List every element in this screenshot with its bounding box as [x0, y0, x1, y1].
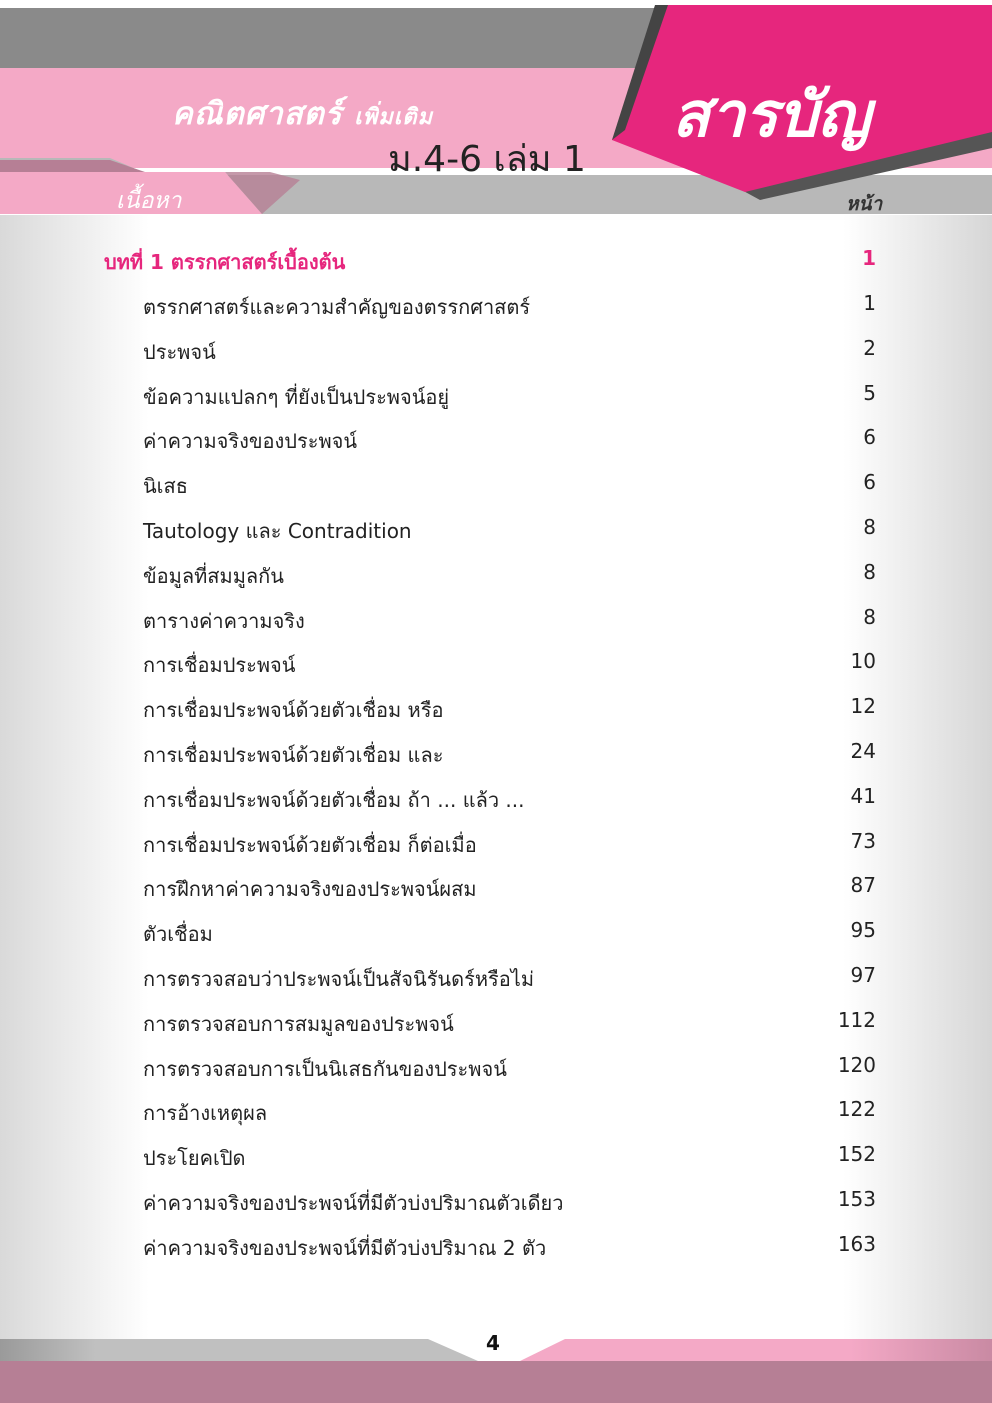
toc-entry-page: 97 — [850, 963, 876, 987]
toc-entry-title: การเชื่อมประพจน์ด้วยตัวเชื่อม และ — [143, 743, 444, 767]
toc-entry-title: นิเสธ — [143, 474, 188, 499]
toc-entry-title: การอ้างเหตุผล — [143, 1101, 268, 1126]
toc-entry-page: 120 — [837, 1052, 876, 1077]
toc-entry-page: 6 — [863, 470, 876, 495]
page-column-label: หน้า — [846, 193, 883, 215]
toc-entry-page: 153 — [837, 1187, 876, 1211]
toc-entry-page: 6 — [863, 425, 876, 450]
toc-entry-title: ค่าความจริงของประพจน์ที่มีตัวบ่งปริมาณ 2 ตัว — [143, 1235, 547, 1260]
toc-entry-page: 2 — [863, 335, 876, 360]
toc-entry-page: 12 — [850, 694, 876, 719]
toc-entry-title: การเชื่อมประพจน์ด้วยตัวเชื่อม ถ้า ... แล้ว ... — [143, 787, 525, 812]
toc-row[interactable] — [0, 1002, 992, 1042]
toc-entry-title: การฝึกหาค่าความจริงของประพจน์ผสม — [143, 877, 477, 902]
toc-entry-page: 152 — [837, 1142, 876, 1167]
toc-row[interactable] — [0, 1091, 992, 1131]
subject-suffix: เพิ่มเติม — [354, 105, 434, 130]
toc-entry-page: 8 — [863, 604, 876, 629]
toc-row[interactable] — [0, 643, 992, 683]
toc-entry-title: ข้อความแปลกๆ ที่ยังเป็นประพจน์อยู่ — [143, 384, 450, 409]
subject-name: คณิตศาสตร์ — [172, 96, 343, 132]
toc-entry-title: ประโยคเปิด — [143, 1146, 246, 1171]
toc-entry-page: 1 — [863, 291, 876, 315]
toc-row[interactable] — [0, 1181, 992, 1221]
toc-entry-title: ประพจน์ — [143, 339, 216, 364]
page-title: สารบัญ — [672, 78, 871, 151]
toc-row[interactable] — [0, 688, 992, 728]
chapter-title: บทที่ 1 ตรรกศาสตร์เบื้องต้น — [104, 250, 346, 274]
toc-entry-title: ตรรกศาสตร์และความสำคัญของตรรกศาสตร์ — [143, 295, 531, 319]
toc-row[interactable] — [0, 1226, 992, 1266]
toc-entry-page: 41 — [850, 783, 876, 808]
toc-row[interactable] — [0, 733, 992, 773]
toc-entry-title: การเชื่อมประพจน์ด้วยตัวเชื่อม ก็ต่อเมื่อ — [143, 832, 477, 857]
toc-entry-page: 87 — [850, 873, 876, 898]
toc-entry-title: ค่าความจริงของประพจน์ที่มีตัวบ่งปริมาณตัวเดียว — [143, 1191, 564, 1215]
toc-row[interactable] — [0, 867, 992, 907]
footer-banner — [0, 1330, 992, 1403]
toc-entry-title: Tautology และ Contradition — [143, 519, 412, 543]
toc-entry-title: ตัวเชื่อม — [143, 922, 213, 947]
toc-entry-page: 8 — [863, 559, 876, 584]
toc-chapter-row[interactable] — [0, 240, 992, 280]
toc-entry-page: 8 — [863, 515, 876, 539]
toc-entry-page: 163 — [837, 1231, 876, 1256]
toc-row[interactable] — [0, 823, 992, 863]
toc-row[interactable] — [0, 375, 992, 415]
content-column-label: เนื้อหา — [116, 188, 182, 214]
toc-row[interactable] — [0, 285, 992, 325]
toc-entry-title: การตรวจสอบการเป็นนิเสธกันของประพจน์ — [143, 1056, 507, 1081]
toc-row[interactable] — [0, 957, 992, 997]
toc-entry-title: ข้อมูลที่สมมูลกัน — [143, 563, 284, 588]
toc-entry-title: การตรวจสอบว่าประพจน์เป็นสัจนิรันดร์หรือไม่ — [143, 967, 535, 991]
toc-entry-title: การเชื่อมประพจน์ — [143, 653, 296, 678]
toc-row[interactable] — [0, 509, 992, 549]
toc-entry-page: 24 — [850, 739, 876, 763]
toc-entry-page: 122 — [837, 1097, 876, 1122]
grade-volume: ม.4-6 เล่ม 1 — [388, 139, 586, 180]
chapter-page: 1 — [862, 246, 876, 270]
toc-entry-page: 95 — [850, 918, 876, 943]
page-number: 4 — [486, 1331, 500, 1355]
toc-entry-title: การเชื่อมประพจน์ด้วยตัวเชื่อม หรือ — [143, 698, 444, 723]
toc-entry-page: 73 — [850, 828, 876, 853]
toc-row[interactable] — [0, 419, 992, 459]
toc-row[interactable] — [0, 912, 992, 952]
toc-row[interactable] — [0, 778, 992, 818]
toc-row[interactable] — [0, 330, 992, 370]
toc-entry-page: 112 — [837, 1007, 876, 1032]
toc-row[interactable] — [0, 554, 992, 594]
toc-entry-title: ค่าความจริงของประพจน์ — [143, 429, 358, 454]
toc-row[interactable] — [0, 464, 992, 504]
toc-entry-page: 5 — [863, 380, 876, 405]
toc-entry-title: การตรวจสอบการสมมูลของประพจน์ — [143, 1011, 454, 1036]
toc-row[interactable] — [0, 599, 992, 639]
toc-entry-page: 10 — [850, 649, 876, 674]
toc-entry-title: ตารางค่าความจริง — [143, 608, 305, 633]
toc-row[interactable] — [0, 1136, 992, 1176]
toc-row[interactable] — [0, 1047, 992, 1087]
